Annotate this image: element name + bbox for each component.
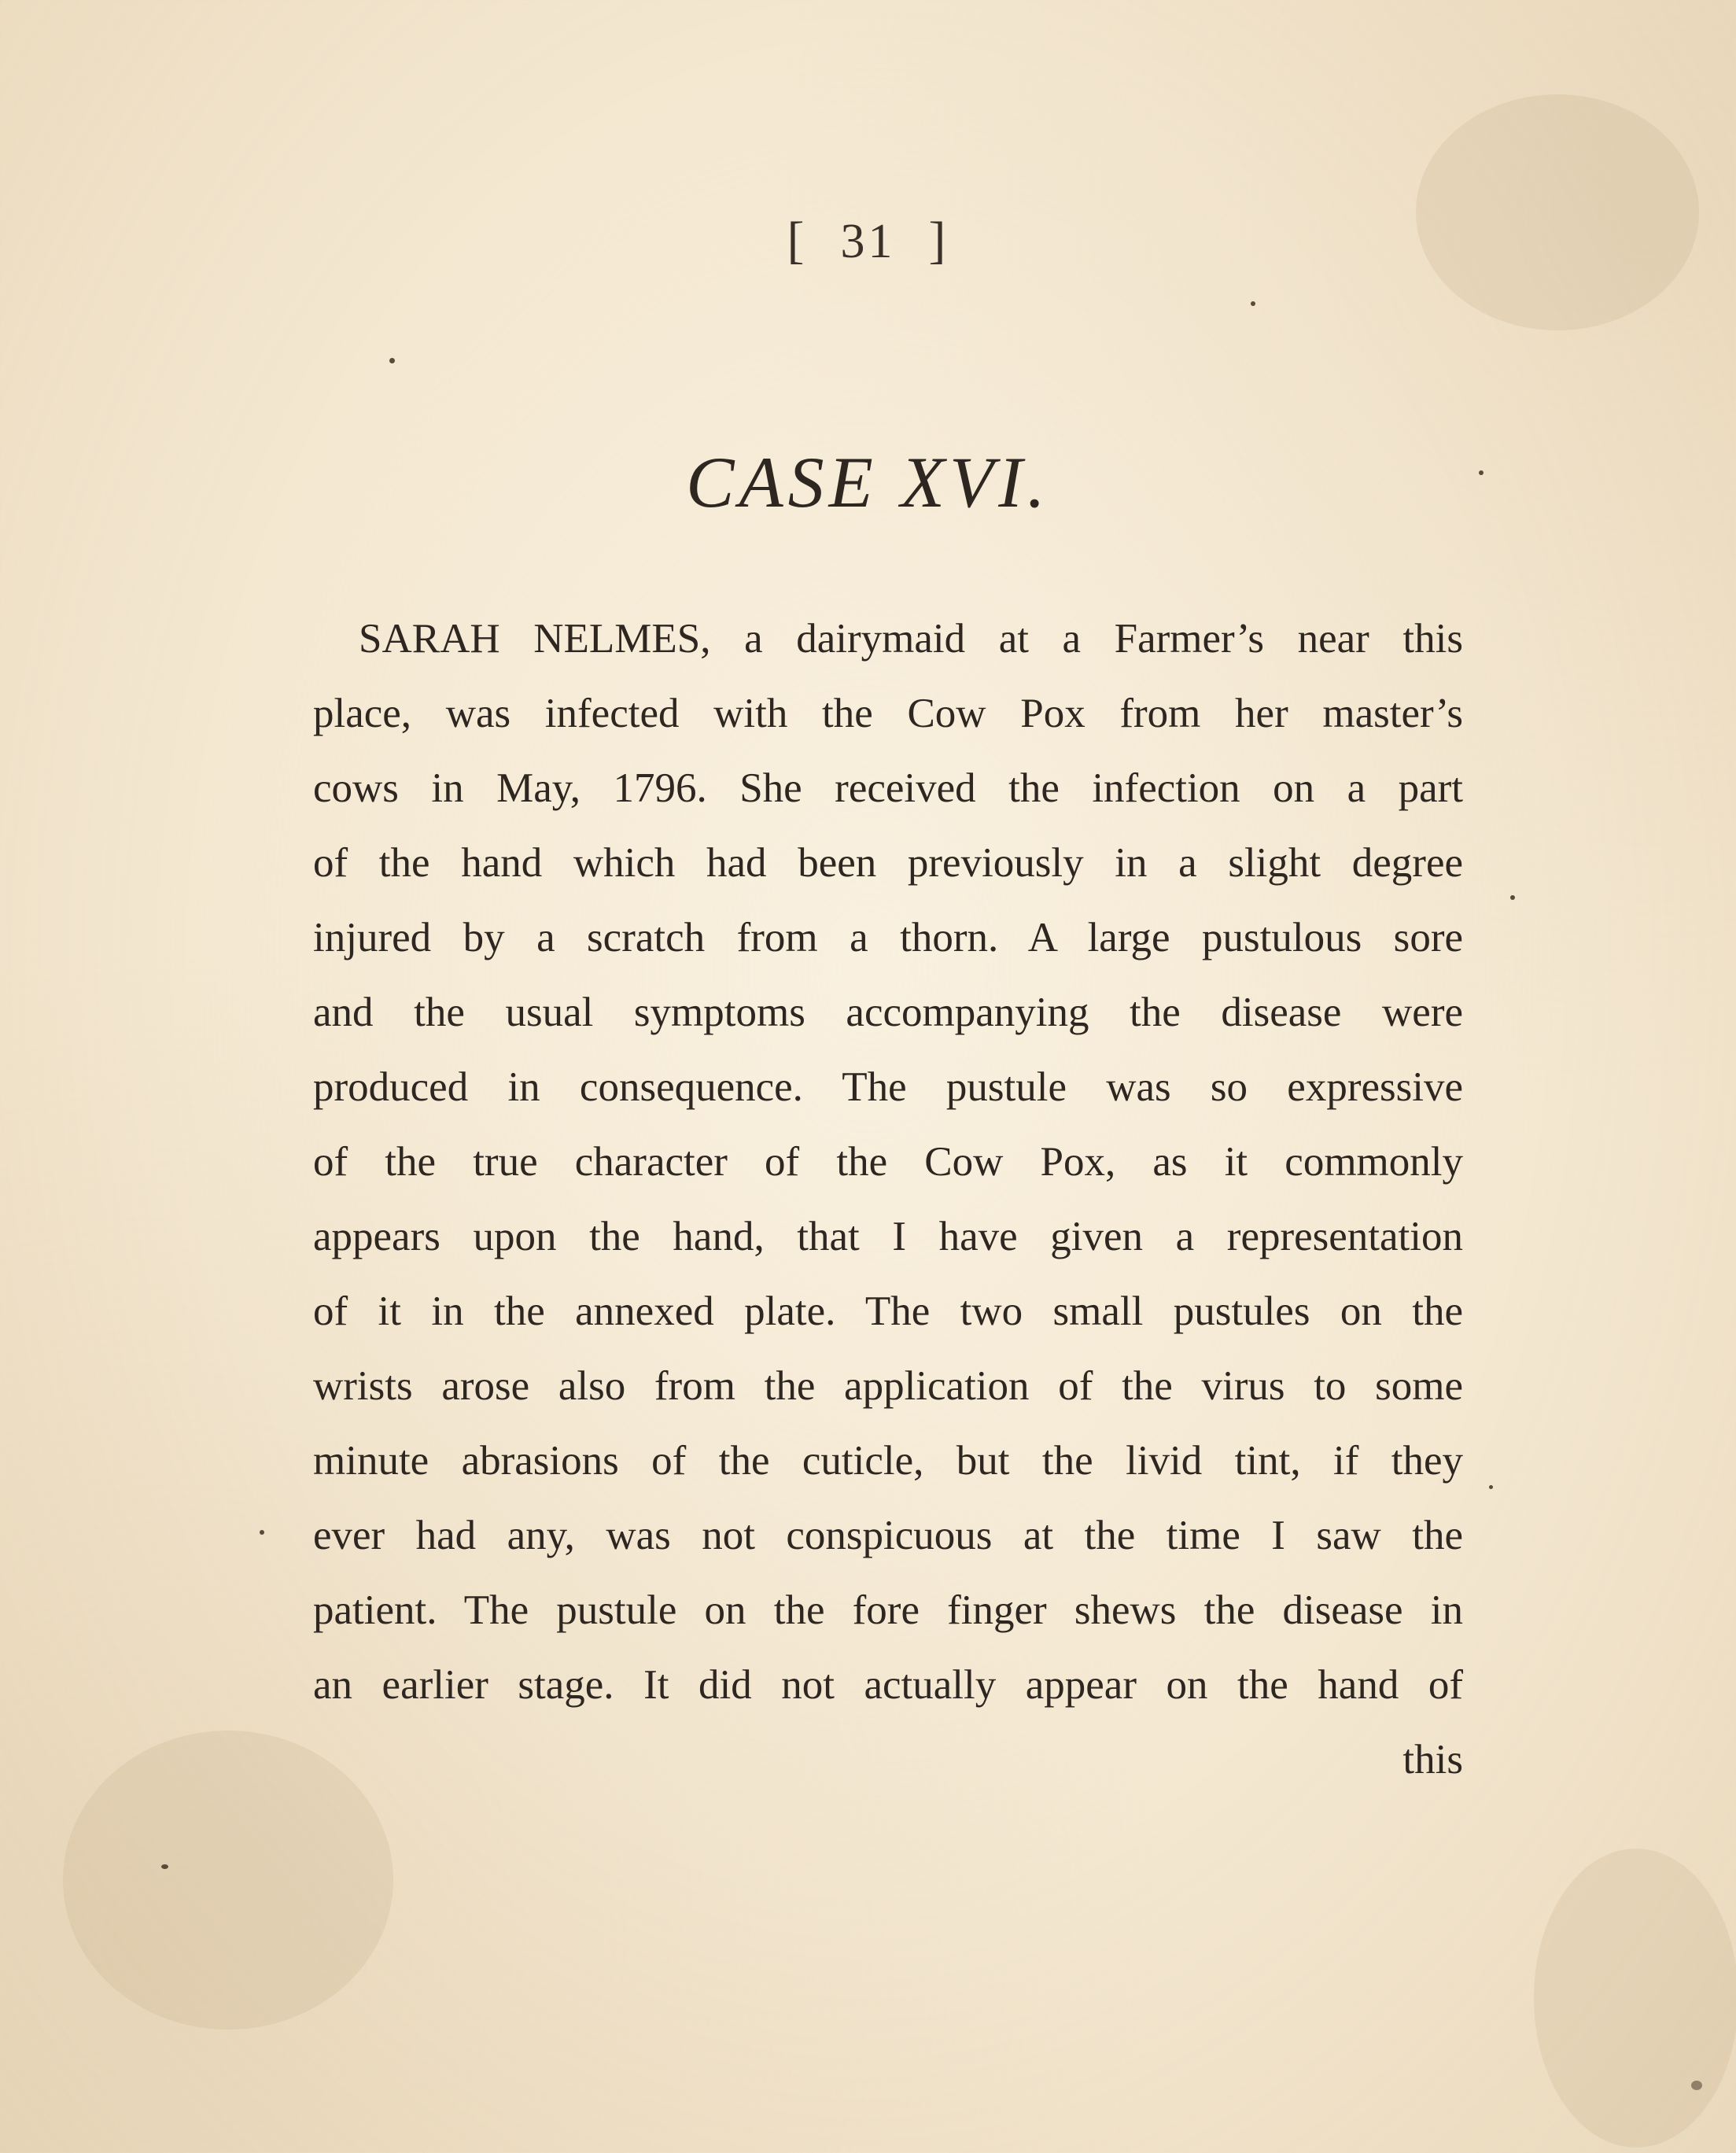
- text-line: ever had any, was not conspicuous at the time I saw the: [313, 1513, 1463, 1558]
- text-line: appears upon the hand, that I have given a representation: [313, 1214, 1463, 1259]
- text-line: of the true character of the Cow Pox, as it commonly: [313, 1139, 1463, 1185]
- case-title: CASE XVI.: [686, 442, 1050, 522]
- body-text: [313, 602, 1463, 1797]
- page-header: [0, 211, 1736, 271]
- left-bracket: [: [787, 212, 808, 269]
- text-line: produced in consequence. The pustule was so expressive: [313, 1064, 1463, 1110]
- text-line: minute abrasions of the cuticle, but the livid tint, if they: [313, 1438, 1463, 1484]
- text-line: of the hand which had been previously in a slight degree: [313, 840, 1463, 886]
- catchword: this: [1402, 1737, 1463, 1782]
- text-line: of it in the annexed plate. The two small pustules on the: [313, 1288, 1463, 1334]
- ink-speck: [260, 1530, 264, 1535]
- right-bracket: ]: [928, 212, 949, 269]
- text-line: cows in May, 1796. She received the infection on a part: [313, 765, 1463, 811]
- text-line: injured by a scratch from a thorn. A large pustulous sore: [313, 915, 1463, 960]
- text-line: patient. The pustule on the fore finger shews the disease in: [313, 1587, 1463, 1633]
- text-line: SARAH NELMES, a dairymaid at a Farmer’s near this: [359, 616, 1463, 662]
- page-number: 31: [840, 215, 896, 268]
- ink-speck: [161, 1864, 168, 1869]
- paper-stain: [1534, 1849, 1736, 2147]
- ink-speck: [1479, 470, 1484, 475]
- ink-speck: [389, 358, 395, 363]
- text-line: and the usual symptoms accompanying the disease were: [313, 990, 1463, 1035]
- text-line: place, was infected with the Cow Pox from her master’s: [313, 691, 1463, 736]
- ink-speck: [1691, 2081, 1702, 2090]
- ink-speck: [1489, 1485, 1493, 1489]
- text-line: an earlier stage. It did not actually appear on the hand of: [313, 1662, 1463, 1708]
- text-line: wrists arose also from the application of the virus to some: [313, 1363, 1463, 1409]
- ink-speck: [1251, 301, 1255, 306]
- ink-speck: [1510, 895, 1515, 900]
